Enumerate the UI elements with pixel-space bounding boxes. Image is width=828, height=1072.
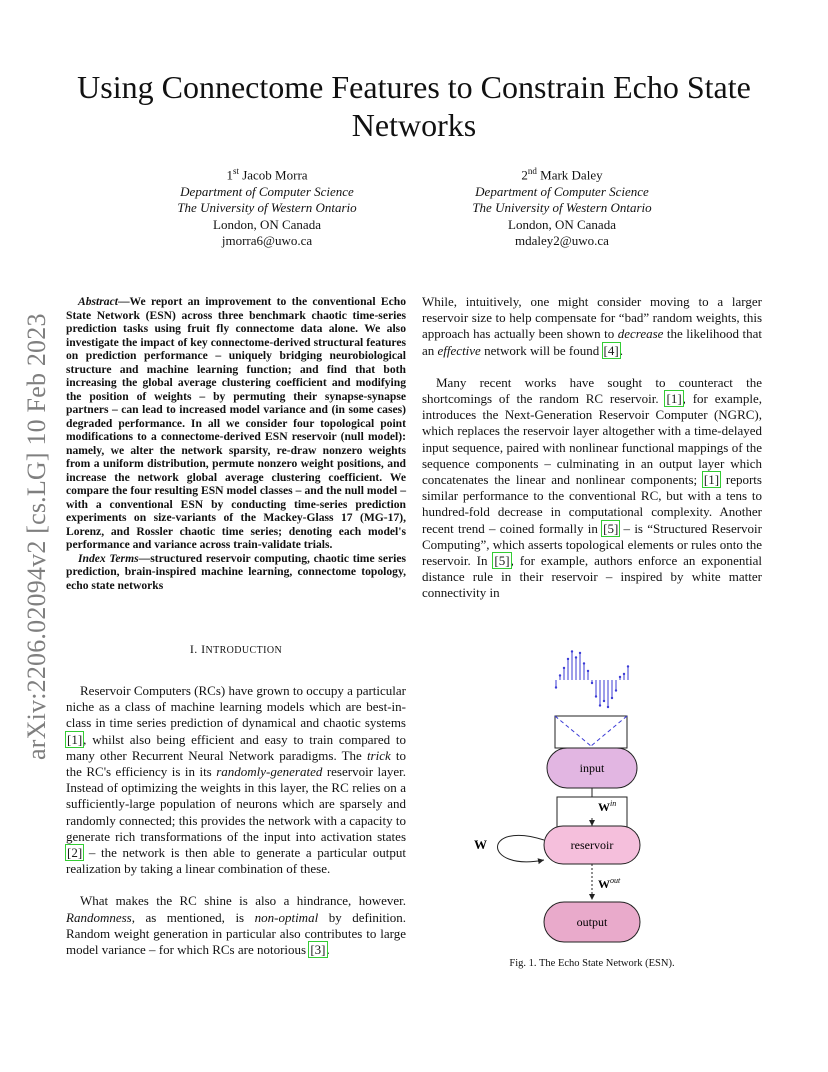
signal-point: [559, 674, 561, 676]
author-univ: The University of Western Ontario: [472, 200, 652, 216]
citation-link[interactable]: [1]: [67, 731, 83, 747]
citation-link[interactable]: [3]: [310, 942, 326, 958]
citation-link[interactable]: [4]: [603, 342, 619, 358]
arxiv-identifier: arXiv:2206.02094v2 [cs.LG] 10 Feb 2023: [22, 313, 51, 760]
signal-point: [555, 686, 557, 688]
signal-point: [583, 662, 585, 664]
signal-point: [591, 682, 593, 684]
win-label: $W^{in}$: [598, 799, 617, 814]
signal-point: [607, 706, 609, 708]
paper-title: Using Connectome Features to Constrain Echo State Networks: [77, 69, 751, 143]
section-heading-introduction: I. INTRODUCTION: [189, 642, 283, 656]
projection-line-left: [555, 716, 591, 746]
author-block-2: [432, 163, 692, 250]
signal-point: [579, 652, 581, 654]
author-email: mdaley2@uwo.ca: [515, 233, 609, 249]
signal-point: [567, 658, 569, 660]
figure-caption: Fig. 1. The Echo State Network (ESN).: [509, 958, 675, 969]
w-recurrent-label: W: [474, 837, 487, 852]
output-node-label: output: [576, 915, 608, 929]
signal-point: [615, 689, 617, 691]
signal-point: [595, 695, 597, 697]
recurrent-loop-arrow: [498, 835, 545, 861]
author-block-1: [137, 163, 397, 250]
signal-point: [587, 670, 589, 672]
signal-point: [619, 676, 621, 678]
intro-paragraph-2: What makes the RC shine is also a hindrance, however. Randomness, as mentioned, is non-optimal by definition. Random weight generation in particular also contributes to large model variance – for which RCs are notorious [3].: [66, 893, 406, 958]
esn-diagram: [422, 640, 762, 950]
citation-link[interactable]: [5]: [603, 520, 619, 536]
abstract-paragraph: Abstract—We report an improvement to the conventional Echo State Network (ESN) across three benchmark chaotic time-series prediction tasks using fruit fly connectome data alone. We also investigate the impact of key connectome-derived structural features on prediction performance – uniquely bridging neurobiological structure and machine learning function; and find that both increasing the global average clustering coefficient and modifying the position of weights – by permuting their synapse-synapse partners – can lead to increased model variance and (in some cases) degraded performance. In all we consider four topological point modifications to a connectome-derived ESN reservoir (null model): namely, we alter the network sparsity, re-draw nonzero weights from a uniform distribution, permute nonzero weight positions, and increase the network global average clustering coefficient. We compare the four resulting ESN model classes – and the null model – with a conventional ESN by conducting time-series prediction experiments on size-variants of the Mackey-Glass 17 (MG-17), Lorenz, and Rossler chaotic time series; denoting each model's performance and variance across train-validate trials.: [66, 295, 406, 551]
intro-body: [66, 683, 406, 958]
wout-label: $W^{out}$: [598, 876, 621, 891]
projection-line-right: [591, 716, 627, 746]
citation-link[interactable]: [2]: [67, 845, 83, 861]
citation-link[interactable]: [5]: [494, 553, 510, 569]
signal-point: [603, 700, 605, 702]
author-dept: Department of Computer Science: [475, 183, 649, 199]
author-univ: The University of Western Ontario: [177, 200, 357, 216]
reservoir-node-label: reservoir: [570, 838, 614, 852]
input-signal-stems: [555, 650, 629, 708]
input-projection-box: [555, 716, 627, 748]
author-name: 1st Jacob Morra: [226, 166, 308, 183]
signal-point: [571, 650, 573, 652]
citation-link[interactable]: [1]: [703, 472, 720, 488]
author-location: London, ON Canada: [508, 216, 616, 232]
input-node-label: input: [579, 761, 605, 775]
signal-point: [575, 656, 577, 658]
author-location: London, ON Canada: [213, 216, 321, 232]
author-name: 2nd Mark Daley: [521, 166, 603, 183]
abstract: [66, 295, 406, 592]
right-paragraph-1: While, intuitively, one might consider moving to a larger reservoir size to help compensate for “bad” random weights, this approach has actually been shown to decrease the likelihood that an effective network will be found [4].: [422, 294, 763, 358]
citation-link[interactable]: [1]: [666, 391, 682, 407]
author-dept: Department of Computer Science: [180, 183, 354, 199]
right-paragraph-2: Many recent works have sought to counteract the shortcomings of the random RC reservoir. [1], for example, introduces the Next-Generation Reservoir Computer (NGRC), which replaces the reservoir layer altogether with a time-delayed input sequence, paired with nonlinear functional mappings of the sequence components – culminating in an output layer which concatenates the linear and nonlinear components; [1] reports similar performance to the conventional RC, but with a tens to hundred-fold decrease in computational complexity. Another recent trend – coined formally in [5] – is “Structured Reservoir Computing”, which asserts topological elements or rules onto the reservoir. In [5], for example, authors enforce an exponential distance rule in their reservoir – inspired by white matter connectivity in: [422, 374, 762, 601]
signal-point: [611, 697, 613, 699]
signal-point: [563, 667, 565, 669]
signal-point: [627, 665, 629, 667]
signal-point: [599, 704, 601, 706]
right-column-body: [422, 294, 762, 602]
signal-point: [623, 673, 625, 675]
author-email: jmorra6@uwo.ca: [221, 233, 313, 249]
intro-paragraph-1: Reservoir Computers (RCs) have grown to occupy a particular niche as a class of machine learning models which are best-in-class in time series prediction of dynamical and chaotic systems [1], whilst also being efficient and easy to train compared to many other Recurrent Neural Network paradigms. The trick to the RC's efficiency is in its randomly-generated reservoir layer. Instead of optimizing the weights in this layer, the RC relies on a sufficiently-large population of neurons which are sparsely and randomly connected; this provides the network with a capacity to generate rich transformations of the input into activation states [2] – the network is then able to generate a particular output realization by taking a linear combination of these.: [66, 683, 407, 877]
index-terms: Index Terms—structured reservoir computing, chaotic time series prediction, brain-inspired machine learning, connectome topology, echo state networks: [66, 551, 406, 592]
